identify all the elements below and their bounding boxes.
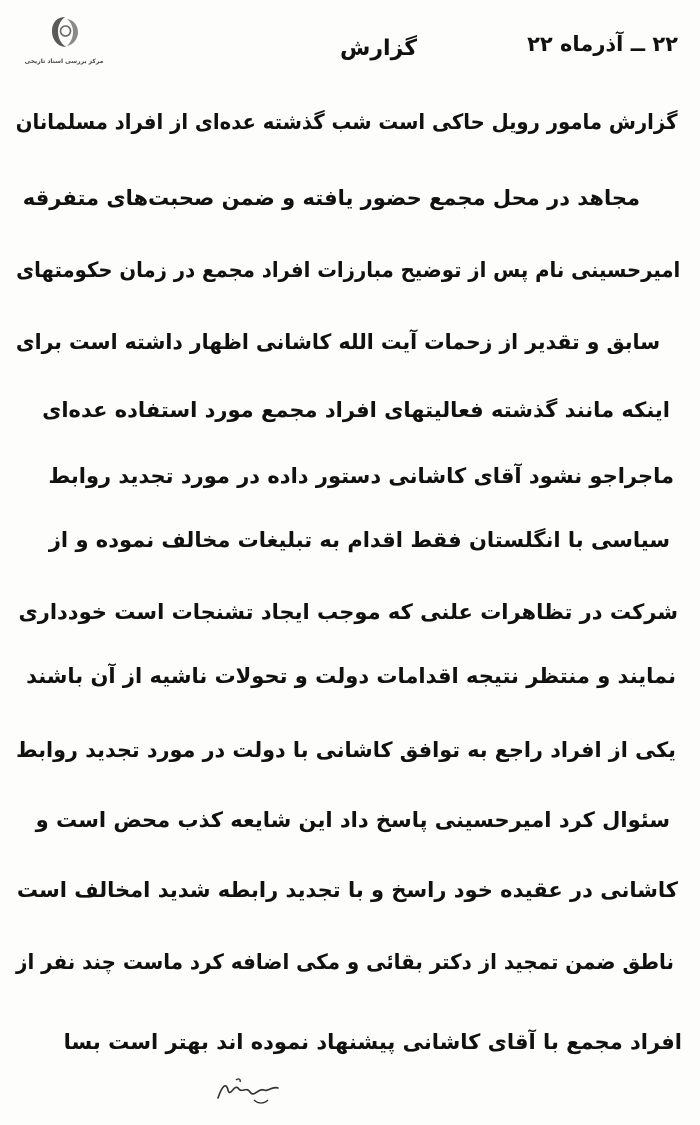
body-line: نمایند و منتظر نتیجه اقدامات دولت و تحولات ناشیه از آن باشند bbox=[26, 664, 676, 688]
body-line: کاشانی در عقیده خود راسخ و با تجدید رابطه شدید امخالف است bbox=[16, 878, 678, 902]
archive-emblem-icon bbox=[50, 16, 80, 48]
body-line: امیرحسینی نام پس از توضیح مبارزات افراد مجمع در زمان حکومتهای bbox=[15, 258, 680, 282]
body-line: سیاسی با انگلستان فقط اقدام به تبلیغات مخالف نموده و از bbox=[48, 528, 670, 552]
body-line: ناطق ضمن تمجید از دکتر بقائی و مکی اضافه کرد ماست چند نفر از bbox=[16, 950, 674, 974]
logo-caption: مرکز بررسی اسناد تاریخی bbox=[24, 58, 104, 65]
body-line: سئوال کرد امیرحسینی پاسخ داد این شایعه کذب محض است و bbox=[35, 808, 670, 832]
document-date: ۲۲ ــ آذرماه ۲۲ bbox=[527, 32, 678, 56]
handwritten-signature bbox=[208, 1068, 288, 1112]
document-title: گزارش bbox=[340, 36, 418, 61]
body-line: ماجراجو نشود آقای کاشانی دستور داده در مورد تجدید روابط bbox=[48, 464, 674, 488]
body-line: افراد مجمع با آقای کاشانی پیشنهاد نموده اند بهتر است بسا bbox=[63, 1030, 682, 1054]
body-line: مجاهد در محل مجمع حضور یافته و ضمن صحبت‌های متفرقه bbox=[22, 186, 640, 210]
body-line: گزارش مامور رویل‌ حاکی است شب گذشته عده‌ای از افراد مسلمانان bbox=[16, 110, 678, 134]
body-line: یکی از افراد راجع به توافق کاشانی با دولت در مورد تجدید روابط bbox=[16, 738, 676, 762]
body-line: شرکت در تظاهرات علنی که موجب ایجاد تشنجات است خودداری bbox=[18, 600, 678, 624]
body-line: اینکه مانند گذشته فعالیتهای افراد مجمع مورد استفاده عده‌ای bbox=[42, 398, 670, 422]
archive-logo bbox=[14, 16, 114, 72]
body-line: سابق و تقدیر از زحمات آیت الله کاشانی اظهار داشته است برای bbox=[15, 330, 660, 354]
